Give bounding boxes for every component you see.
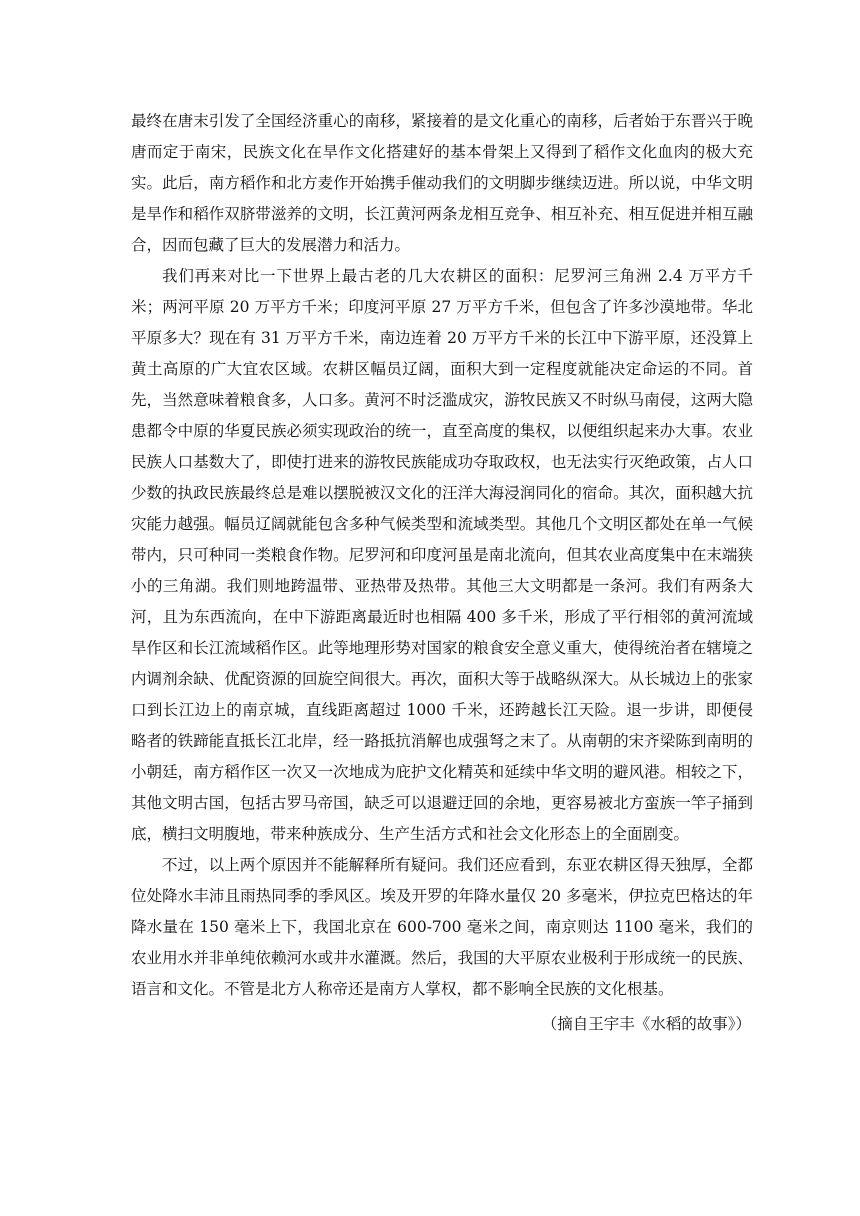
source-citation: （摘自王宇丰《水稻的故事》） [541, 1015, 751, 1033]
paragraph-continuation: 最终在唐末引发了全国经济重心的南移，紧接着的是文化重心的南移，后者始于东晋兴于晚唐而定于南宋，民族文化在旱作文化搭建好的基本骨架上又得到了稻作文化血肉的极大充实。此后，南方稻作和北方麦作开始携手催动我们的文明脚步继续迈进。所以说，中华文明是旱作和稻作双脐带滋养的文明，长江黄河两条龙相互竞争、相互补充、相互促进并相互融合，因而包藏了巨大的发展潜力和活力。 [131, 112, 753, 254]
paragraph-monsoon: 不过，以上两个原因并不能解释所有疑问。我们还应看到，东亚农耕区得天独厚，全都位处降水丰沛且雨热同季的季风区。埃及开罗的年降水量仅 20 多毫米，伊拉克巴格达的年降水量在 150 毫米上下，我国北京在 600-700 毫米之间，南京则达 1100 毫米，我们的农业用水并非单纯依赖河水或井水灌溉。然后，我国的大平原农业极利于形成统一的民族、语言和文化。不管是北方人称帝还是南方人掌权，都不影响全民族的文化根基。 [131, 856, 753, 998]
document-page [131, 106, 753, 1040]
paragraph-farmland-area: 我们再来对比一下世界上最古老的几大农耕区的面积：尼罗河三角洲 2.4 万平方千米；两河平原 20 万平方千米；印度河平原 27 万平方千米，但包含了许多沙漠地带。华北平原多大？现在有 31 万平方千米，南边连着 20 万平方千米的长江中下游平原，还没算上黄土高原的广大宜农区域。农耕区幅员辽阔，面积大到一定程度就能决定命运的不同。首先，当然意味着粮食多，人口多。黄河不时泛滥成灾，游牧民族又不时纵马南侵，这两大隐患都令中原的华夏民族必须实现政治的统一，直至高度的集权，以便组织起来办大事。农业民族人口基数大了，即使打进来的游牧民族能成功夺取政权，也无法实行灭绝政策，占人口少数的执政民族最终总是难以摆脱被汉文化的汪洋大海浸润同化的宿命。其次，面积越大抗灾能力越强。幅员辽阔就能包含多种气候类型和流域类型。其他几个文明区都处在单一气候带内，只可种同一类粮食作物。尼罗河和印度河虽是南北流向，但其农业高度集中在末端狭小的三角湖。我们则地跨温带、亚热带及热带。其他三大文明都是一条河。我们有两条大河，且为东西流向，在中下游距离最近时也相隔 400 多千米，形成了平行相邻的黄河流域旱作区和长江流域稻作区。此等地理形势对国家的粮食安全意义重大，使得统治者在辖境之内调剂余缺、优配资源的回旋空间很大。再次，面积大等于战略纵深大。从长城边上的张家口到长江边上的南京城，直线距离超过 1000 千米，还跨越长江天险。退一步讲，即便侵略者的铁蹄能直抵长江北岸，经一路抵抗消解也成强弩之末了。从南朝的宋齐梁陈到南明的小朝廷，南方稻作区一次又一次地成为庇护文化精英和延续中华文明的避风港。相较之下，其他文明古国，包括古罗马帝国，缺乏可以退避迂回的余地，更容易被北方蛮族一竿子捅到底，横扫文明腹地，带来种族成分、生产生活方式和社会文化形态上的全面剧变。 [131, 267, 753, 843]
